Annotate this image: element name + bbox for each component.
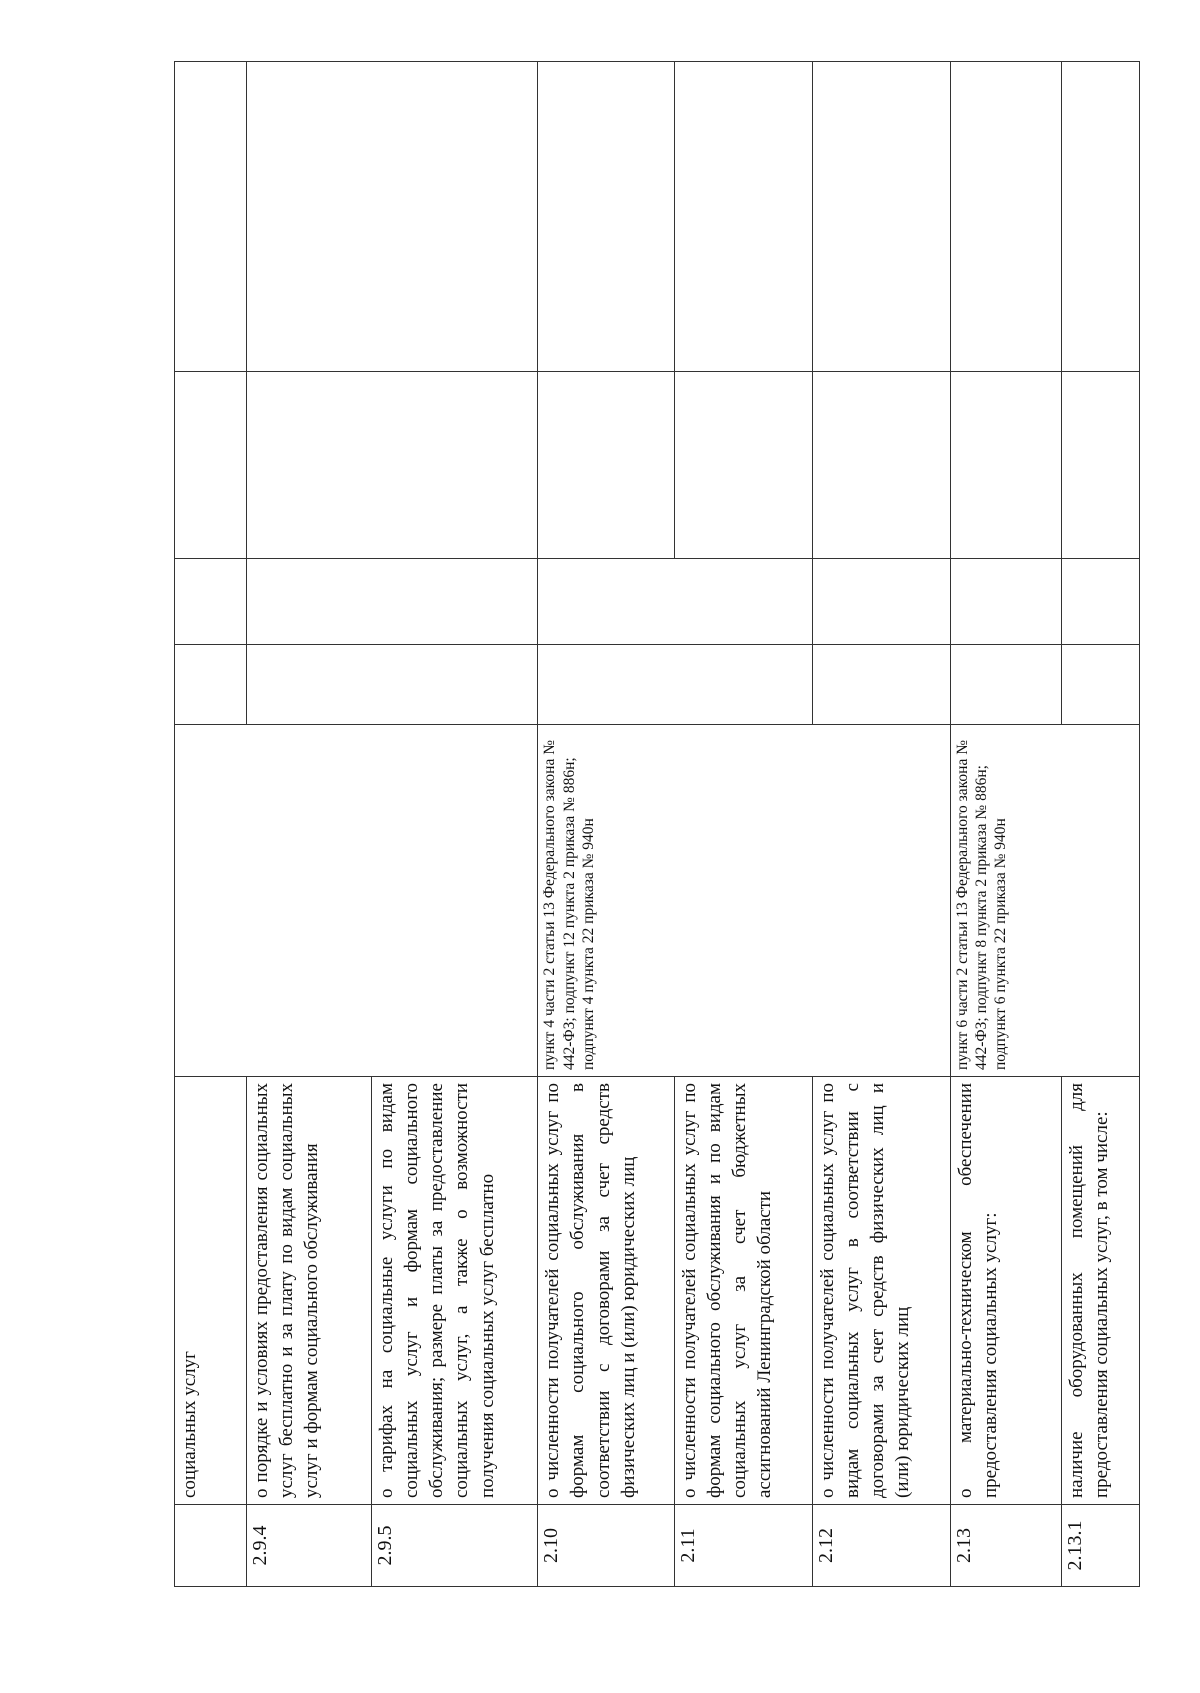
empty-cell bbox=[950, 559, 1062, 645]
empty-cell bbox=[538, 559, 813, 645]
table-row bbox=[950, 62, 1062, 1587]
row-number bbox=[175, 1505, 247, 1587]
row-description: о численности получателей социальных услуг по формам социального обслуживания в соответствии с договорами за счет средств физических лиц и (или) юридических лиц bbox=[538, 1077, 674, 1505]
empty-cell bbox=[175, 645, 247, 725]
empty-cell bbox=[674, 372, 812, 559]
row-description: о тарифах на социальные услуги по видам социальных услуг и формам социального обслуживания; размере платы за предоставление социальных услуг, а также о возможности получения социальных услуг бесплатно bbox=[372, 1077, 538, 1505]
empty-cell bbox=[175, 372, 247, 559]
row-number: 2.12 bbox=[813, 1505, 950, 1587]
empty-cell bbox=[813, 645, 950, 725]
empty-cell bbox=[247, 372, 538, 559]
empty-cell bbox=[950, 372, 1062, 559]
empty-cell bbox=[247, 62, 538, 372]
row-number: 2.9.4 bbox=[247, 1505, 372, 1587]
row-description: наличие оборудованных помещений для предоставления социальных услуг, в том числе: bbox=[1062, 1077, 1140, 1505]
empty-cell bbox=[674, 62, 812, 372]
empty-cell bbox=[1062, 559, 1140, 645]
table-row bbox=[538, 62, 674, 1587]
row-number: 2.13 bbox=[950, 1505, 1062, 1587]
empty-cell bbox=[950, 645, 1062, 725]
empty-cell bbox=[175, 559, 247, 645]
empty-cell bbox=[538, 62, 674, 372]
legal-reference: пункт 6 части 2 статьи 13 Федерального закона № 442-ФЗ; подпункт 8 пункта 2 приказа № 886н; подпункт 6 пункта 22 приказа № 940н bbox=[950, 725, 1140, 1077]
empty-cell bbox=[247, 559, 538, 645]
empty-cell bbox=[1062, 62, 1140, 372]
empty-cell bbox=[538, 372, 674, 559]
rotated-page bbox=[174, 62, 1140, 1587]
row-description: о порядке и условиях предоставления социальных услуг бесплатно и за плату по видам социальных услуг и формам социального обслуживания bbox=[247, 1077, 372, 1505]
row-description: о материально-техническом обеспечении предоставления социальных услуг: bbox=[950, 1077, 1062, 1505]
empty-cell bbox=[538, 645, 813, 725]
table-row bbox=[175, 62, 247, 1587]
legal-reference: пункт 4 части 2 статьи 13 Федерального закона № 442-ФЗ; подпункт 12 пункта 2 приказа № 886н; подпункт 4 пункта 22 приказа № 940н bbox=[538, 725, 950, 1077]
row-description: социальных услуг bbox=[175, 1077, 247, 1505]
empty-cell bbox=[1062, 372, 1140, 559]
row-number: 2.9.5 bbox=[372, 1505, 538, 1587]
empty-cell bbox=[247, 645, 538, 725]
empty-cell bbox=[175, 62, 247, 372]
row-description: о численности получателей социальных услуг по видам социальных услуг в соответствии с договорами за счет средств физических лиц и (или) юридических лиц bbox=[813, 1077, 950, 1505]
empty-cell bbox=[813, 372, 950, 559]
row-number: 2.10 bbox=[538, 1505, 674, 1587]
requirements-table bbox=[174, 61, 1140, 1587]
row-number: 2.13.1 bbox=[1062, 1505, 1140, 1587]
row-description: о численности получателей социальных услуг по формам социального обслуживания и по видам социальных услуг за счет бюджетных ассигнований Ленинградской области bbox=[674, 1077, 812, 1505]
empty-cell bbox=[813, 62, 950, 372]
empty-cell bbox=[1062, 645, 1140, 725]
row-number: 2.11 bbox=[674, 1505, 812, 1587]
empty-cell bbox=[950, 62, 1062, 372]
legal-reference bbox=[175, 725, 538, 1077]
empty-cell bbox=[813, 559, 950, 645]
